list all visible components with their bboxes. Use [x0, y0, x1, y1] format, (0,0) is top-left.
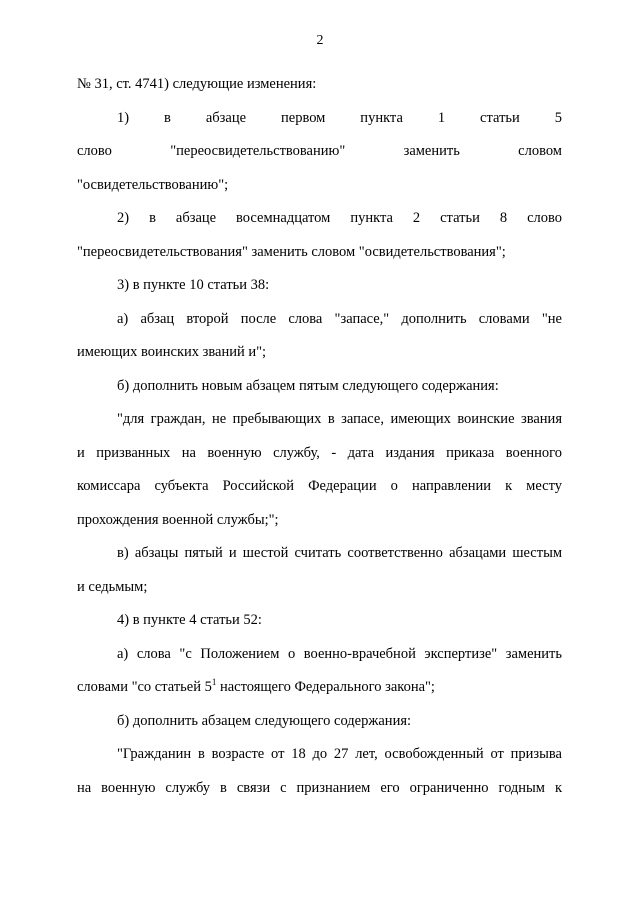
- paragraph-line: "Гражданин в возрасте от 18 до 27 лет, освобожденный от призыва: [117, 746, 562, 762]
- paragraph-line: а) слова "с Положением о военно-врачебной экспертизе" заменить: [117, 645, 562, 662]
- paragraph-line: "переосвидетельствования" заменить словом "освидетельствования";: [77, 243, 506, 260]
- paragraph-item-3: 3) в пункте 10 статьи 38:: [117, 277, 270, 293]
- paragraph-item-2: [77, 202, 562, 269]
- text-fragment: словами "со статьей 5: [77, 679, 212, 695]
- paragraph-line: комиссара субъекта Российской Федерации о направлении к месту: [77, 478, 562, 494]
- text-fragment: настоящего Федерального закона";: [216, 679, 435, 695]
- paragraph-item-3b: б) дополнить новым абзацем пятым следующего содержания:: [117, 377, 499, 394]
- paragraph-item-4b: б) дополнить абзацем следующего содержания:: [117, 712, 412, 729]
- paragraph-line: и седьмым;: [77, 578, 148, 595]
- paragraph-item-3a: [77, 303, 562, 370]
- superscript: 1: [211, 677, 217, 688]
- paragraph-line: "для граждан, не пребывающих в запасе, имеющих воинские звания: [117, 411, 562, 427]
- paragraph-quote-1: [77, 403, 562, 537]
- paragraph-line-with-superscript: [77, 671, 562, 705]
- paragraph-line: и призванных на военную службу, - дата издания приказа военного: [77, 444, 562, 461]
- paragraph-line: слово "переосвидетельствованию" заменить словом: [77, 143, 562, 159]
- paragraph-line: 2) в абзаце восемнадцатом пункта 2 статьи 8 слово: [117, 210, 562, 226]
- paragraph-intro: № 31, ст. 4741) следующие изменения:: [77, 76, 317, 92]
- paragraph-item-4: 4) в пункте 4 статьи 52:: [117, 612, 262, 628]
- page-number: 2: [316, 33, 324, 48]
- paragraph-item-3c: [77, 537, 562, 604]
- paragraph-quote-2: [77, 738, 562, 805]
- paragraph-item-4a: [77, 638, 562, 705]
- paragraph-line: а) абзац второй после слова "запасе," дополнить словами "не: [117, 310, 562, 327]
- paragraph-line: "освидетельствованию";: [77, 176, 229, 193]
- document-body: [77, 68, 562, 805]
- paragraph-line: имеющих воинских званий и";: [77, 344, 267, 360]
- paragraph-line: в) абзацы пятый и шестой считать соответственно абзацами шестым: [117, 545, 562, 561]
- paragraph-line: 1) в абзаце первом пункта 1 статьи 5: [117, 109, 562, 126]
- paragraph-line: на военную службу в связи с признанием его ограниченно годным к: [77, 779, 562, 796]
- paragraph-item-1: [77, 102, 562, 203]
- paragraph-line: прохождения военной службы;";: [77, 511, 279, 528]
